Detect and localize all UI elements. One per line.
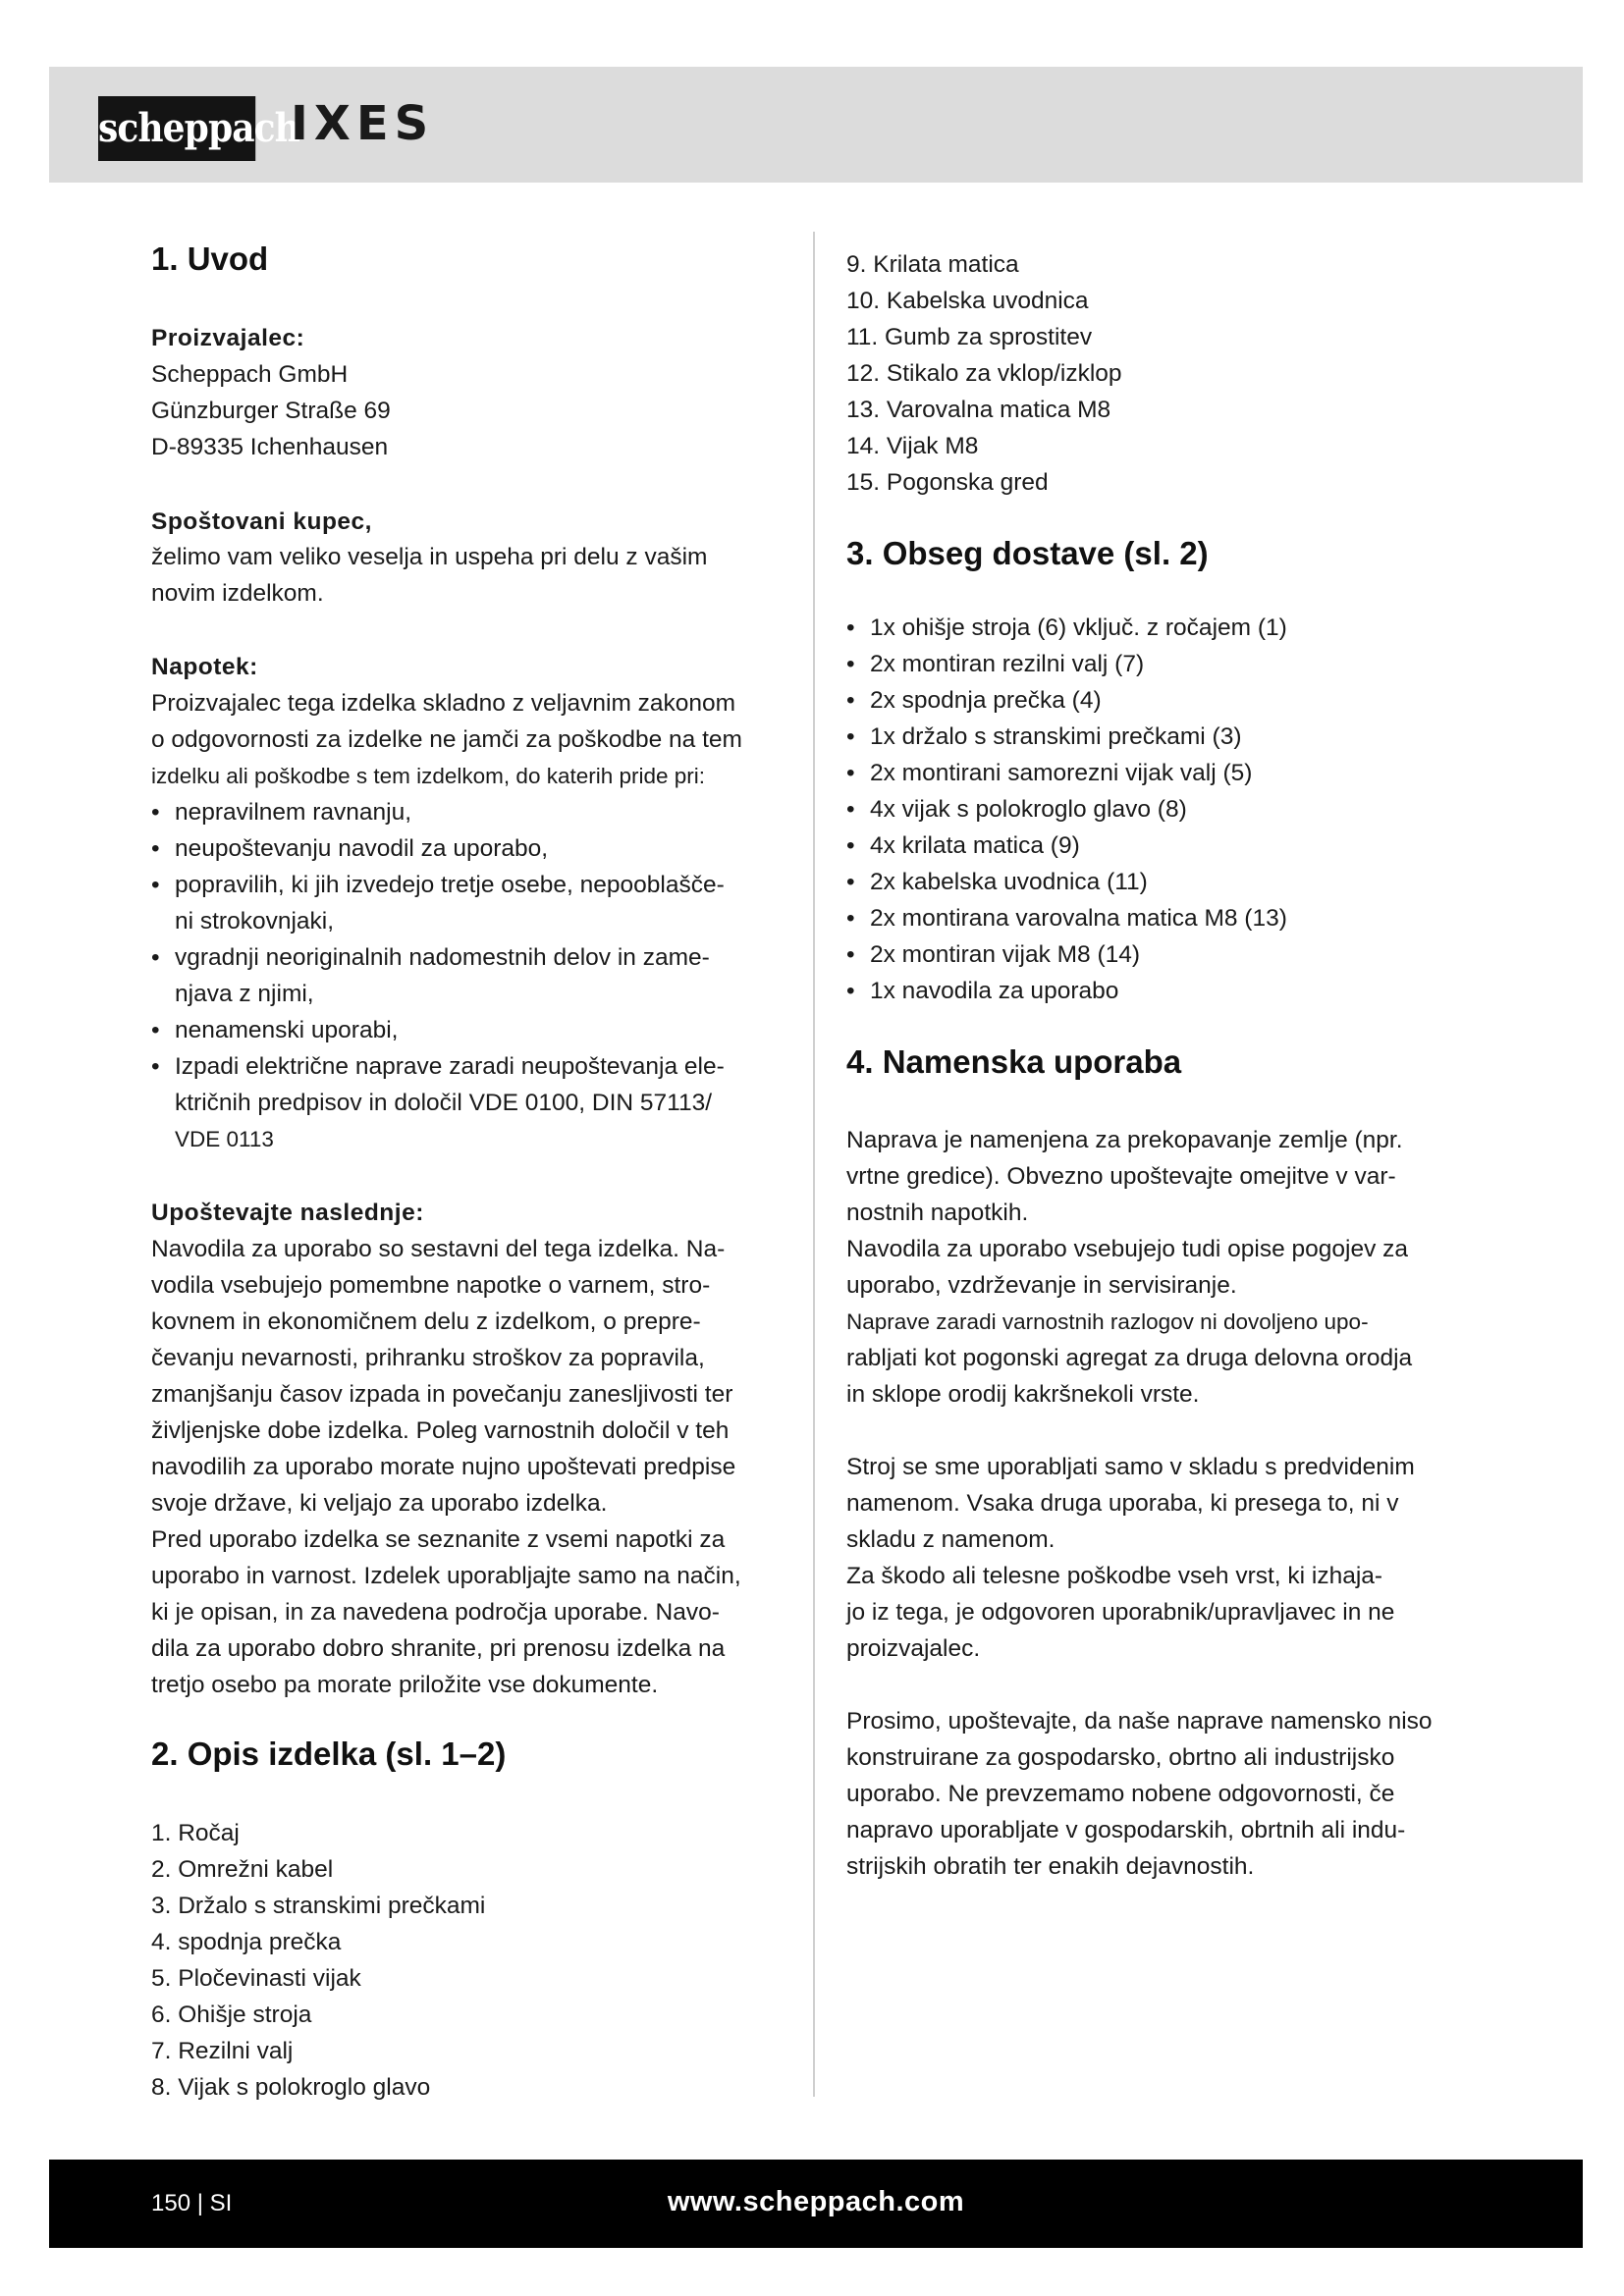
observe-label: Upoštevajte naslednje:: [151, 1200, 424, 1226]
text-line: namenom. Vsaka druga uporaba, ki presega to, ni v: [846, 1490, 1399, 1517]
text-line: strijskih obratih ter enakih dejavnostih.: [846, 1853, 1255, 1880]
text-line: Naprava je namenjena za prekopavanje zemlje (npr.: [846, 1127, 1403, 1153]
part-item: 13. Varovalna matica M8: [846, 397, 1111, 423]
part-item: 4. spodnja prečka: [151, 1929, 342, 1955]
section-title-description: 2. Opis izdelka (sl. 1–2): [151, 1735, 507, 1772]
note-label: Napotek:: [151, 654, 258, 680]
text-line: uporabo in varnost. Izdelek uporabljajte samo na način,: [151, 1563, 741, 1589]
list-item: • nenamenski uporabi,: [151, 1016, 398, 1045]
part-item: 2. Omrežni kabel: [151, 1856, 334, 1883]
text-line: Navodila za uporabo so sestavni del tega izdelka. Na-: [151, 1236, 726, 1262]
list-item: • neupoštevanju navodil za uporabo,: [151, 834, 548, 864]
part-item: 3. Držalo s stranskimi prečkami: [151, 1893, 486, 1919]
list-item-cont: njava z njimi,: [175, 981, 314, 1007]
text-line: Pred uporabo izdelka se seznanite z vsemi napotki za: [151, 1526, 726, 1553]
text-line: zmanjšanju časov izpada in povečanju zanesljivosti ter: [151, 1381, 733, 1408]
text-line: Proizvajalec tega izdelka skladno z veljavnim zakonom: [151, 690, 736, 717]
section-title-scope: 3. Obseg dostave (sl. 2): [846, 535, 1209, 571]
text-line: tretjo osebo pa morate priložite vse dokumente.: [151, 1672, 659, 1698]
part-item: 5. Pločevinasti vijak: [151, 1965, 361, 1992]
text-line: čevanju nevarnosti, prihranku stroškov za popravila,: [151, 1345, 705, 1371]
greeting-label: Spoštovani kupec,: [151, 508, 372, 535]
part-item: 12. Stikalo za vklop/izklop: [846, 360, 1122, 387]
text-line: jo iz tega, je odgovoren uporabnik/upravljavec in ne: [846, 1599, 1395, 1626]
scope-item: • 2x spodnja prečka (4): [846, 686, 1102, 716]
text-line: konstruirane za gospodarsko, obrtno ali industrijsko: [846, 1744, 1395, 1771]
scope-item: • 1x navodila za uporabo: [846, 977, 1118, 1006]
text-line: uporabo, vzdrževanje in servisiranje.: [846, 1272, 1237, 1299]
text-line: rabljati kot pogonski agregat za druga delovna orodja: [846, 1345, 1413, 1371]
scope-item: • 1x držalo s stranskimi prečkami (3): [846, 722, 1241, 752]
list-item: • vgradnji neoriginalnih nadomestnih delov in zame-: [151, 943, 710, 973]
scope-item: • 2x montiran vijak M8 (14): [846, 940, 1140, 970]
text-line: vrtne gredice). Obvezno upoštevajte omejitve v var-: [846, 1163, 1396, 1190]
scope-item: • 2x montirana varovalna matica M8 (13): [846, 904, 1287, 934]
text-line: proizvajalec.: [846, 1635, 981, 1662]
text-line: navodilih za uporabo morate nujno upoštevati predpise: [151, 1454, 736, 1480]
part-item: 14. Vijak M8: [846, 433, 979, 459]
scope-item: • 4x krilata matica (9): [846, 831, 1080, 861]
part-item: 9. Krilata matica: [846, 251, 1019, 278]
list-item: • nepravilnem ravnanju,: [151, 798, 411, 828]
text-line: nostnih napotkih.: [846, 1200, 1029, 1226]
text-line: vodila vsebujejo pomembne napotke o varnem, stro-: [151, 1272, 711, 1299]
scope-item: • 1x ohišje stroja (6) vključ. z ročajem (1): [846, 614, 1287, 643]
text-line: uporabo. Ne prevzemamo nobene odgovornosti, če: [846, 1781, 1395, 1807]
text-line: novim izdelkom.: [151, 580, 324, 607]
text-line: dila za uporabo dobro shranite, pri prenosu izdelka na: [151, 1635, 726, 1662]
scope-item: • 2x montirani samorezni vijak valj (5): [846, 759, 1252, 788]
part-item: 10. Kabelska uvodnica: [846, 288, 1089, 314]
list-item-cont: ktričnih predpisov in določil VDE 0100, DIN 57113/: [175, 1090, 713, 1116]
text-line: življenjske dobe izdelka. Poleg varnostnih določil v teh: [151, 1417, 730, 1444]
column-divider: [813, 232, 815, 2097]
text-line: o odgovornosti za izdelke ne jamči za poškodbe na tem: [151, 726, 742, 753]
page-number: 150 | SI: [151, 2190, 233, 2216]
list-item-cont: ni strokovnjaki,: [175, 908, 335, 934]
scope-item: • 2x kabelska uvodnica (11): [846, 868, 1148, 897]
list-item: • popravilih, ki jih izvedejo tretje osebe, nepooblašče-: [151, 871, 725, 900]
part-item: 7. Rezilni valj: [151, 2038, 294, 2064]
part-item: 6. Ohišje stroja: [151, 2002, 312, 2028]
page-footer: [49, 2160, 1583, 2248]
company-city: D-89335 Ichenhausen: [151, 434, 389, 460]
text-line: Stroj se sme uporabljati samo v skladu s predvidenim: [846, 1454, 1415, 1480]
list-item-cont: VDE 0113: [175, 1127, 274, 1151]
text-line: Prosimo, upoštevajte, da naše naprave namensko niso: [846, 1708, 1433, 1735]
text-line: napravo uporabljate v gospodarskih, obrtnih ali indu-: [846, 1817, 1406, 1843]
page-header: [49, 67, 1583, 183]
scope-item: • 4x vijak s polokroglo glavo (8): [846, 795, 1187, 825]
part-item: 1. Ročaj: [151, 1820, 240, 1846]
manufacturer-label: Proizvajalec:: [151, 325, 305, 351]
list-item: • Izpadi električne naprave zaradi neupoštevanja ele-: [151, 1052, 725, 1082]
part-item: 15. Pogonska gred: [846, 469, 1049, 496]
website-link[interactable]: www.scheppach.com: [667, 2186, 965, 2217]
text-line: Navodila za uporabo vsebujejo tudi opise pogojev za: [846, 1236, 1409, 1262]
text-line: skladu z namenom.: [846, 1526, 1056, 1553]
part-item: 8. Vijak s polokroglo glavo: [151, 2074, 431, 2101]
scheppach-logo: scheppach: [98, 96, 255, 161]
part-item: 11. Gumb za sprostitev: [846, 324, 1093, 350]
scope-item: • 2x montiran rezilni valj (7): [846, 650, 1144, 679]
section-title-intro: 1. Uvod: [151, 240, 269, 277]
text-line: kovnem in ekonomičnem delu z izdelkom, o prepre-: [151, 1308, 701, 1335]
text-line: ki je opisan, in za navedena področja uporabe. Navo-: [151, 1599, 720, 1626]
text-line: svoje države, ki veljajo za uporabo izdelka.: [151, 1490, 608, 1517]
text-line: in sklope orodij kakršnekoli vrste.: [846, 1381, 1200, 1408]
company-name: Scheppach GmbH: [151, 361, 349, 388]
ixes-series-logo: IXES: [291, 96, 435, 151]
text-line: izdelku ali poškodbe s tem izdelkom, do katerih pride pri:: [151, 764, 706, 788]
company-street: Günzburger Straße 69: [151, 398, 391, 424]
text-line: Za škodo ali telesne poškodbe vseh vrst, ki izhaja-: [846, 1563, 1383, 1589]
text-line: želimo vam veliko veselja in uspeha pri delu z vašim: [151, 544, 708, 570]
text-line: Naprave zaradi varnostnih razlogov ni dovoljeno upo-: [846, 1309, 1369, 1334]
section-title-intended-use: 4. Namenska uporaba: [846, 1043, 1182, 1080]
